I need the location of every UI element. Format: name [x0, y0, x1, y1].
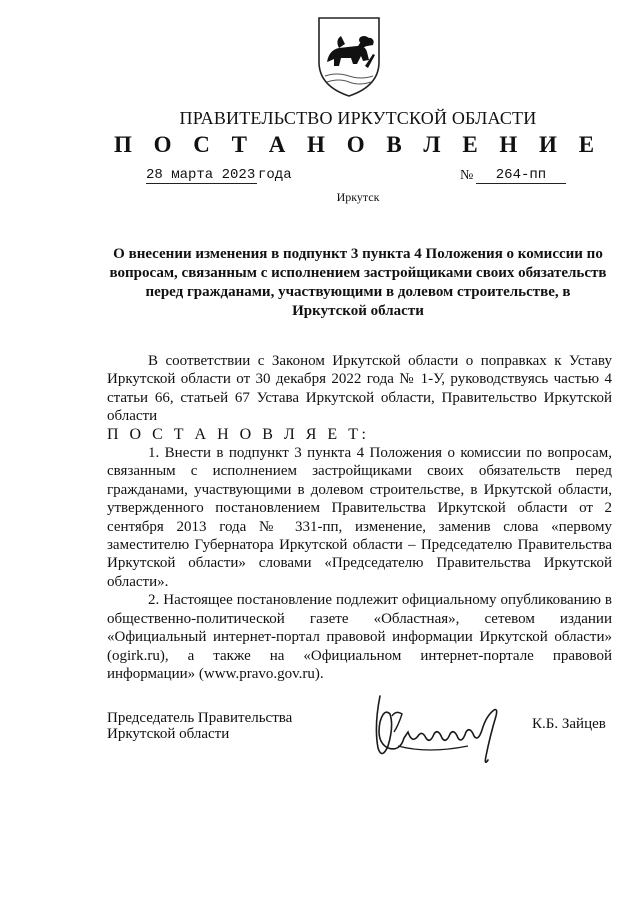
organization-name: ПРАВИТЕЛЬСТВО ИРКУТСКОЙ ОБЛАСТИ	[179, 108, 537, 128]
city: Иркутск	[336, 190, 380, 204]
signatory-title-line: Председатель Правительства	[107, 710, 293, 726]
document-date: 28 марта 2023	[146, 167, 256, 183]
preamble-paragraph: В соответствии с Законом Иркутской области о поправках к Уставу Иркутской области от 30 декабря 2022 года № 1-У, руководствуясь частью 4 статьи 66, статьей 67 Устава Иркутской области, Правительство Иркутской области	[107, 353, 612, 425]
document-body	[107, 352, 612, 683]
signer-name: К.Б. Зайцев	[532, 716, 606, 732]
item-paragraph: 1. Внести в подпункт 3 пункта 4 Положения о комиссии по вопросам, связанным с исполнением застройщиками своих обязательств перед гражданами, участвующими в долевом строительстве, в Иркутской области, утвержденного постановлением Правительства Иркутской области от 2 сентября 2013 года № 331-пп, изменение, заменив слова «первому заместителю Губернатора Иркутской области – Председателю Правительства Иркутской области» словами «Председателю Правительства Иркутской области».	[107, 445, 612, 590]
signatory-title	[107, 710, 292, 742]
handwritten-signature	[358, 686, 508, 776]
irkutsk-coat-of-arms-icon	[313, 14, 385, 100]
number-label: №	[460, 168, 474, 183]
document-title: О внесении изменения в подпункт 3 пункта 4 Положения о комиссии по вопросам, связанным с исполнением застройщиками своих обязательств перед гражданами, участвующими в долевом строительстве, в Иркутской области	[109, 246, 607, 319]
item-paragraph: 2. Настоящее постановление подлежит официальному опубликованию в общественно-политической газете «Областная», сетевом издании «Официальный интернет-портал правовой информации Иркутской области» (ogirk.ru), а также на «Официальном интернет-портале правовой информации» (www.pravo.gov.ru).	[107, 592, 612, 682]
decree-line: П О С Т А Н О В Л Я Е Т:	[107, 425, 370, 443]
signatory-title-line: Иркутской области	[107, 726, 230, 742]
document-number: 264-пп	[476, 168, 566, 184]
date-unit: года	[258, 167, 292, 183]
document-type: П О С Т А Н О В Л Е Н И Е	[113, 132, 603, 157]
